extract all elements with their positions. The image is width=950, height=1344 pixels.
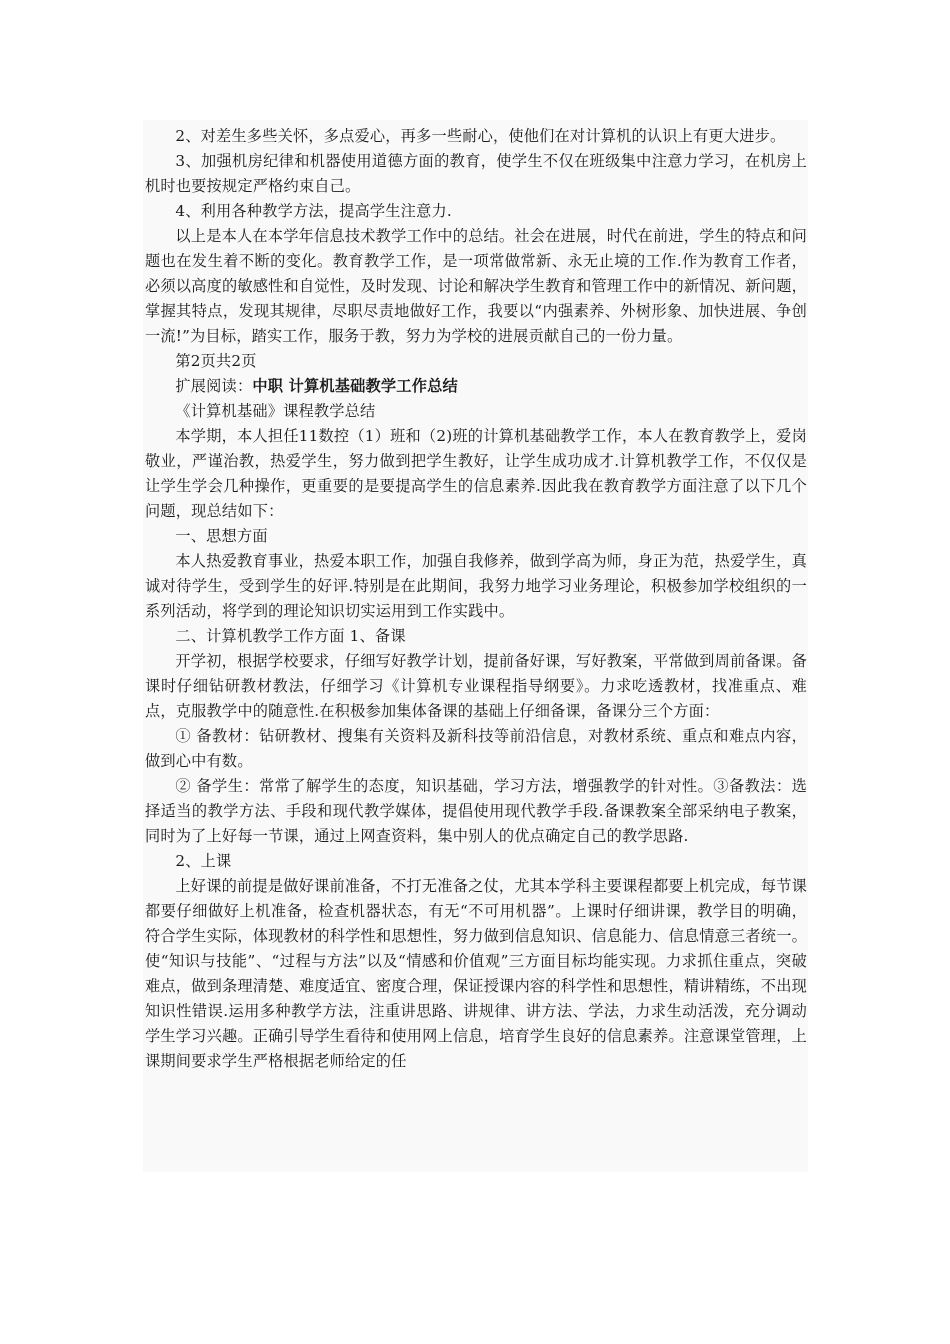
extended-reading-line xyxy=(145,374,807,399)
paragraph: 本学期，本人担任11数控（1）班和（2)班的计算机基础教学工作，本人在教育教学上，爱岗敬业，严谨治教，热爱学生，努力做到把学生教好，让学生成功成才.计算机教学工作，不仅仅是让学生学会几种操作，更重要的是要提高学生的信息素养.因此我在教育教学方面注意了以下几个问题，现总结如下： xyxy=(145,427,807,520)
paragraph: 2、对差生多些关怀，多点爱心，再多一些耐心，使他们在对计算机的认识上有更大进步。 xyxy=(175,127,786,145)
section-heading: 一、思想方面 xyxy=(175,527,268,545)
section-title: 《计算机基础》课程教学总结 xyxy=(175,402,376,420)
paragraph: 4、利用各种教学方法，提高学生注意力. xyxy=(175,202,452,220)
extended-reading-title: 中职 计算机基础教学工作总结 xyxy=(252,377,458,395)
page-number-note: 第2页共2页 xyxy=(175,352,257,370)
paragraph: 开学初，根据学校要求，仔细写好教学计划，提前备好课，写好教案，平常做到周前备课。备课时仔细钻研教材教法，仔细学习《计算机专业课程指导纲要》。力求吃透教材，找准重点、难点，克服教学中的随意性.在积极参加集体备课的基础上仔细备课，备课分三个方面： xyxy=(145,652,807,720)
extended-reading-prefix: 扩展阅读： xyxy=(175,377,253,395)
paragraph: 3、加强机房纪律和机器使用道德方面的教育，使学生不仅在班级集中注意力学习，在机房上机时也要按规定严格约束自己。 xyxy=(145,152,807,195)
document-body xyxy=(145,124,807,1074)
paragraph: 以上是本人在本学年信息技术教学工作中的总结。社会在进展，时代在前进，学生的特点和问题也在发生着不断的变化。教育教学工作，是一项常做常新、永无止境的工作.作为教育工作者，必须以高度的敏感性和自觉性，及时发现、讨论和解决学生教育和管理工作中的新情况、新问题，掌握其特点，发现其规律，尽职尽责地做好工作，我要以“内强素养、外树形象、加快进展、争创一流!”为目标，踏实工作，服务于教，努力为学校的进展贡献自己的一份力量。 xyxy=(145,227,807,345)
paragraph: 上好课的前提是做好课前准备，不打无准备之仗，尤其本学科主要课程都要上机完成，每节课都要仔细做好上机准备，检查机器状态，有无“不可用机器”。上课时仔细讲课，教学目的明确，符合学生实际，体现教材的科学性和思想性，努力做到信息知识、信息能力、信息情意三者统一。使“知识与技能”、“过程与方法”以及“情感和价值观”三方面目标均能实现。力求抓住重点，突破难点，做到条理清楚、难度适宜、密度合理，保证授课内容的科学性和思想性，精讲精练，不出现知识性错误.运用多种教学方法，注重讲思路、讲规律、讲方法、学法，力求生动活泼，充分调动学生学习兴趣。正确引导学生看待和使用网上信息，培育学生良好的信息素养。注意课堂管理，上课期间要求学生严格根据老师给定的任 xyxy=(145,877,807,1070)
section-heading: 二、计算机教学工作方面 1、备课 xyxy=(175,627,406,645)
paragraph: ① 备教材：钻研教材、搜集有关资料及新科技等前沿信息，对教材系统、重点和难点内容，做到心中有数。 xyxy=(145,727,807,770)
paragraph: ② 备学生：常常了解学生的态度，知识基础，学习方法，增强教学的针对性。③备教法：选择适当的教学方法、手段和现代教学媒体，提倡使用现代教学手段.备课教案全部采纳电子教案，同时为了上好每一节课，通过上网查资料，集中别人的优点确定自己的教学思路. xyxy=(145,777,807,845)
paragraph: 本人热爱教育事业，热爱本职工作，加强自我修养，做到学高为师，身正为范，热爱学生，真诚对待学生，受到学生的好评.特别是在此期间，我努力地学习业务理论，积极参加学校组织的一系列活动，将学到的理论知识切实运用到工作实践中。 xyxy=(145,552,807,620)
section-heading: 2、上课 xyxy=(175,852,232,870)
